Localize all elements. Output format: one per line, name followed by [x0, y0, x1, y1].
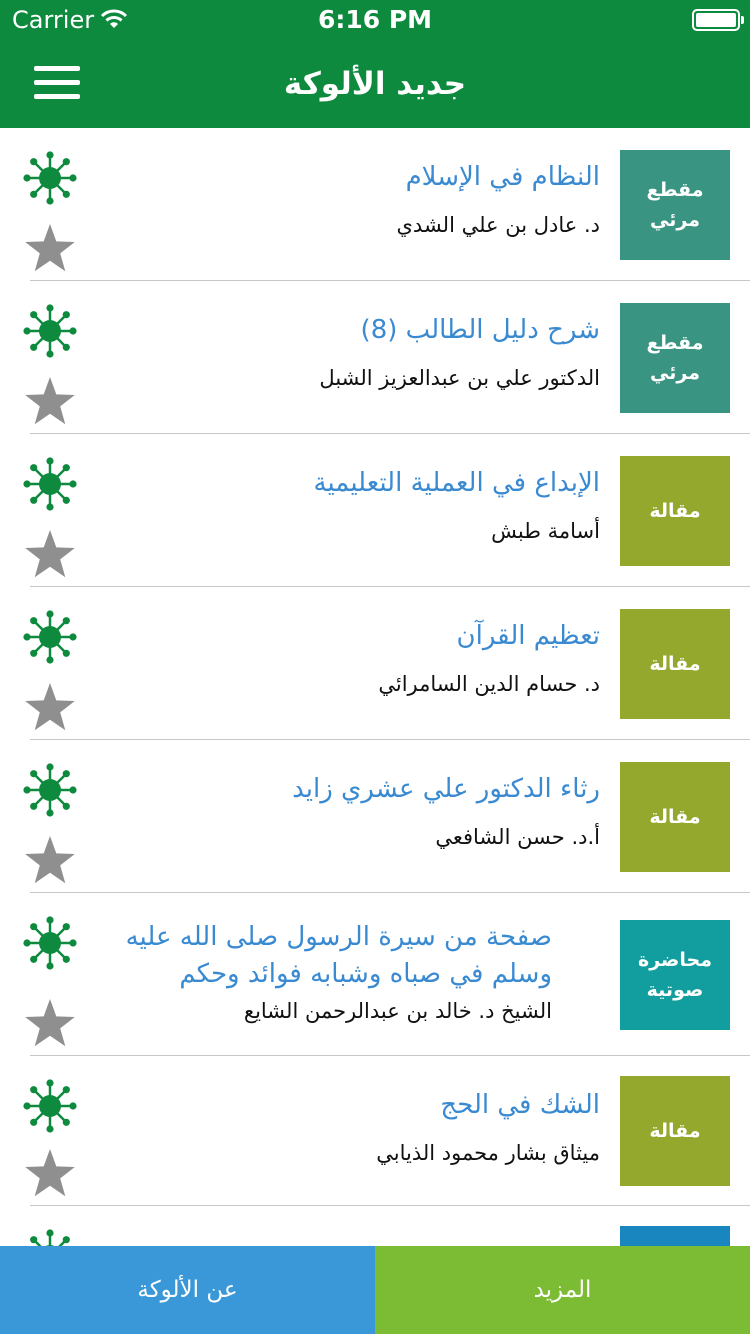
- content-type-badge[interactable]: مقالة: [620, 609, 730, 719]
- share-network-icon[interactable]: [22, 762, 78, 818]
- status-bar: [0, 0, 750, 40]
- list-item[interactable]: [0, 1056, 750, 1206]
- item-title[interactable]: شرح دليل الطالب (8): [360, 315, 600, 345]
- content-type-badge[interactable]: مقطع مرئي: [620, 303, 730, 413]
- bottom-tab-bar: [0, 1246, 750, 1334]
- item-author: أسامة طبش: [491, 519, 600, 543]
- share-network-icon[interactable]: [22, 609, 78, 665]
- content-list[interactable]: [0, 128, 750, 1246]
- item-title[interactable]: صفحة من سيرة الرسول صلى الله عليه وسلم في صباه وشبابه فوائد وحكم: [125, 922, 552, 989]
- content-type-badge[interactable]: مقالة: [620, 1076, 730, 1186]
- item-author: الدكتور علي بن عبدالعزيز الشبل: [319, 366, 600, 390]
- item-title[interactable]: تعظيم القرآن: [456, 621, 600, 651]
- nav-bar: [0, 40, 750, 128]
- item-title[interactable]: الإبداع في العملية التعليمية: [313, 468, 600, 498]
- share-network-icon[interactable]: [22, 915, 78, 971]
- star-icon[interactable]: [24, 682, 76, 734]
- content-type-badge[interactable]: مقالة: [620, 762, 730, 872]
- tab-more[interactable]: المزيد: [375, 1246, 750, 1334]
- list-item[interactable]: [0, 587, 750, 740]
- list-item[interactable]: [0, 740, 750, 893]
- star-icon[interactable]: [24, 835, 76, 887]
- carrier-label: Carrier: [12, 6, 95, 34]
- tab-about[interactable]: عن الألوكة: [0, 1246, 375, 1334]
- item-title[interactable]: الشك في الحج: [440, 1090, 600, 1120]
- clock: 6:16 PM: [317, 5, 433, 34]
- content-type-badge[interactable]: مقطع مرئي: [620, 150, 730, 260]
- item-title[interactable]: رثاء الدكتور علي عشري زايد: [292, 774, 600, 804]
- page-title: جديد الألوكة: [283, 66, 467, 102]
- item-author: ميثاق بشار محمود الذيابي: [376, 1141, 600, 1165]
- item-author: د. عادل بن علي الشدي: [396, 213, 600, 237]
- item-author: الشيخ د. خالد بن عبدالرحمن الشايع: [243, 999, 552, 1023]
- star-icon[interactable]: [24, 998, 76, 1050]
- star-icon[interactable]: [24, 1148, 76, 1200]
- item-author: أ.د. حسن الشافعي: [435, 825, 600, 849]
- star-icon[interactable]: [24, 376, 76, 428]
- content-type-badge[interactable]: [620, 1226, 730, 1246]
- share-network-icon[interactable]: [22, 150, 78, 206]
- content-type-badge[interactable]: محاضرة صوتية: [620, 920, 730, 1030]
- list-item-partial[interactable]: [0, 1206, 750, 1246]
- list-item[interactable]: [0, 893, 750, 1056]
- item-author: د. حسام الدين السامرائي: [378, 672, 600, 696]
- item-title[interactable]: النظام في الإسلام: [405, 162, 600, 192]
- battery-icon: [692, 9, 740, 31]
- list-item[interactable]: [0, 281, 750, 434]
- star-icon[interactable]: [24, 223, 76, 275]
- star-icon[interactable]: [24, 529, 76, 581]
- list-item[interactable]: [0, 434, 750, 587]
- share-network-icon[interactable]: [22, 1228, 78, 1246]
- content-type-badge[interactable]: مقالة: [620, 456, 730, 566]
- share-network-icon[interactable]: [22, 303, 78, 359]
- share-network-icon[interactable]: [22, 1078, 78, 1134]
- share-network-icon[interactable]: [22, 456, 78, 512]
- list-item[interactable]: [0, 128, 750, 281]
